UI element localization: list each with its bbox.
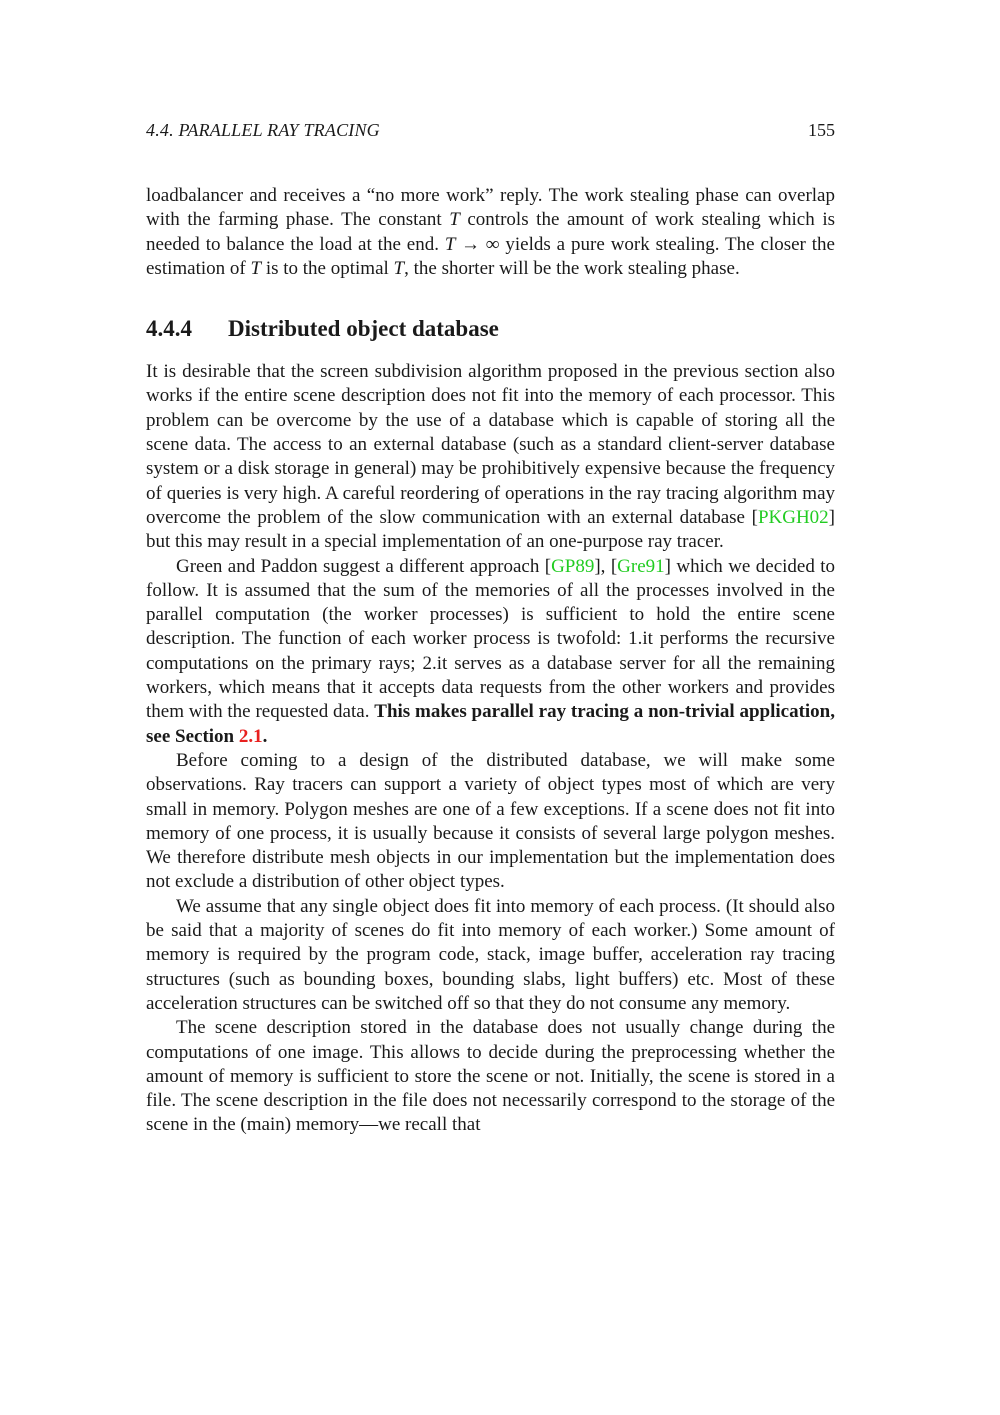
- section-reference-link[interactable]: 2.1: [238, 725, 263, 747]
- page-number: 155: [808, 120, 835, 140]
- bold-statement: .: [262, 725, 268, 747]
- section-number: 4.4.4: [146, 316, 192, 342]
- text-run: , the shorter will be the work stealing phase.: [404, 257, 740, 279]
- citation-link[interactable]: PKGH02: [757, 506, 829, 528]
- citation-link[interactable]: Gre91: [617, 555, 665, 577]
- citation-link[interactable]: GP89: [551, 555, 595, 577]
- math-variable-t: T: [250, 257, 262, 279]
- text-run: Green and Paddon suggest a different approach [: [176, 555, 552, 577]
- paragraph-green-paddon: [146, 555, 835, 749]
- chapter-section-title: 4.4. PARALLEL RAY TRACING: [146, 120, 380, 140]
- text-run: is to the optimal: [261, 257, 394, 279]
- text-run: ] but this may result in a special implementation of an one-purpose ray tracer.: [146, 506, 835, 553]
- paragraph-intro: [146, 360, 835, 554]
- text-run: It is desirable that the screen subdivision algorithm proposed in the previous section also works if the entire scene description does not fit into the memory of each processor. This problem can be overcome by the use of a database which is capable of storing all the scene data. The access to an external database (such as a standard client-server database system or a disk storage in general) may be prohibitively expensive because the frequency of queries is very high. A careful reordering of operations in the ray tracing algorithm may overcome the problem of the slow communication with an external database [: [146, 361, 835, 528]
- math-formula: T → ∞: [444, 233, 500, 255]
- math-variable-t: T: [449, 209, 460, 231]
- text-run: yields a pure work stealing. The closer the estimation of: [146, 233, 835, 279]
- text-run: ] which we decided to follow. It is assumed that the sum of the memories of all the processes involved in the parallel computation (the worker processes) is sufficient to hold the entire scene description. The function of each worker process is twofold: 1.it performs the recursive computations on the primary rays; 2.it serves as a database server for all the remaining workers, which means that it accepts data requests from the other workers and provides them with the requested data.: [146, 555, 836, 723]
- paragraph-memory-assumption: We assume that any single object does fit into memory of each process. (It should also be said that a majority of scenes do fit into memory of each worker.) Some amount of memory is required by the program code, stack, image buffer, acceleration ray tracing structures (such as bounding boxes, bounding slabs, light buffers) etc. Most of these acceleration structures can be switched off so that they do not consume any memory.: [146, 895, 835, 1014]
- section-title: Distributed object database: [228, 316, 499, 342]
- book-page: [146, 118, 835, 1138]
- text-run: loadbalancer and receives a “no more work” reply. The work stealing phase can overlap with the farming phase. The constant: [146, 185, 835, 231]
- running-header: [146, 118, 835, 142]
- paragraph-observations: Before coming to a design of the distributed database, we will make some observations. Ray tracers can support a variety of object types most of which are very small in memory. Polygon meshes are one of a few exceptions. If a scene does not fit into memory of one process, it is usually because it consists of several large polygon meshes. We therefore distribute mesh objects in our implementation but the implementation does not exclude a distribution of other object types.: [146, 749, 835, 893]
- text-run: controls the amount of work stealing which is needed to balance the load at the end.: [146, 209, 835, 255]
- math-variable-t: T: [393, 257, 405, 279]
- text-run: ], [: [594, 555, 618, 577]
- section-heading: [146, 314, 835, 344]
- paragraph-work-stealing: [146, 184, 835, 281]
- paragraph-scene-description: The scene description stored in the database does not usually change during the computations of one image. This allows to decide during the preprocessing whether the amount of memory is sufficient to store the scene or not. Initially, the scene is stored in a file. The scene description in the file does not necessarily correspond to the storage of the scene in the (main) memory—we recall that: [146, 1017, 835, 1136]
- bold-statement: This makes parallel ray tracing a non-trivial application, see Section: [146, 701, 835, 747]
